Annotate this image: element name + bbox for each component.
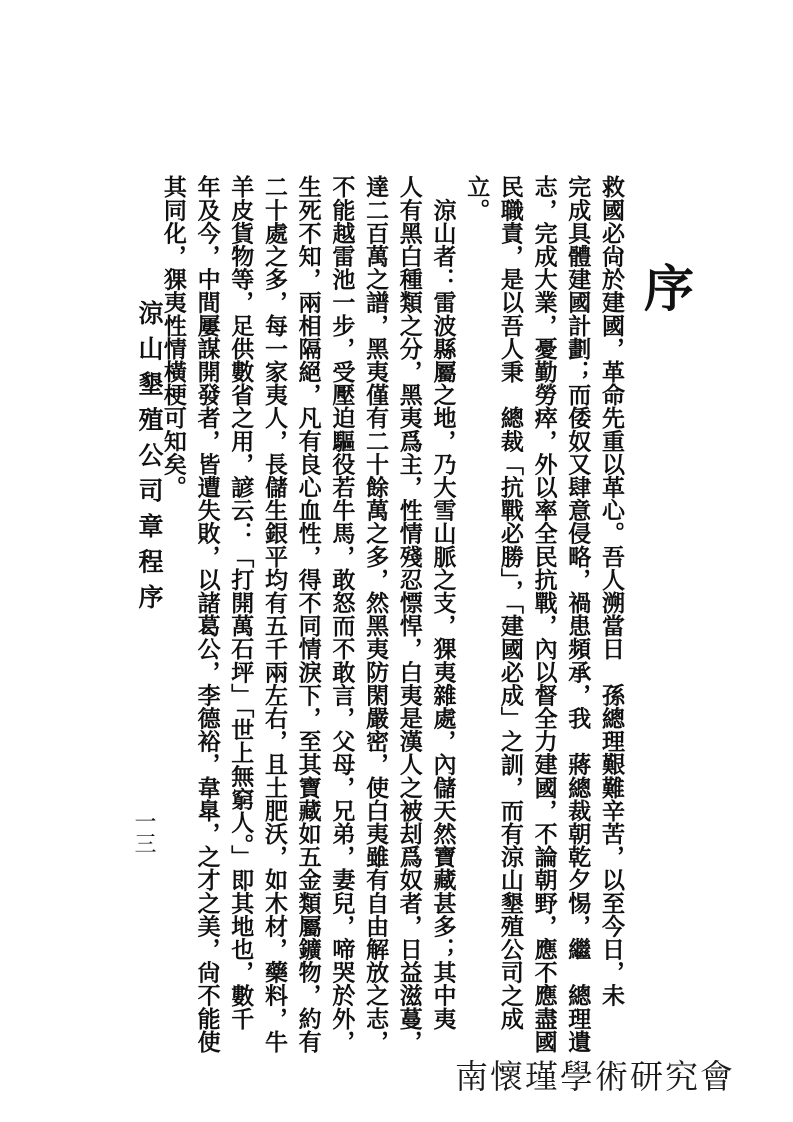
running-title: 涼山墾殖公司章程序	[135, 300, 164, 620]
text-column-9: 不能越雷池一步，受壓迫驅役若牛馬，敢怒而不敢言，父母，兄弟，妻兒，啼哭於外，	[328, 175, 356, 1053]
text-column-1: 救國必尙於建國，革命先重以革心。吾人溯當日 孫總理艱難辛苦，以至今日，未	[598, 175, 625, 1007]
text-column-12: 羊皮貨物等，足供數省之用，諺云：「打開萬石坪」「世上無窮人。」即其地也，數千	[227, 175, 255, 1030]
text-column-5: 立。	[463, 175, 491, 222]
text-column-8: 達二百萬之譜，黑夷僅有二十餘萬之多，然黑夷防閑嚴密，使白夷雖有自由解放之志，	[362, 175, 390, 1053]
page-title: 序	[636, 262, 695, 312]
text-column-10: 生死不知，兩相隔絕，凡有良心血性，得不同情淚下，至其寶藏如五金類屬鑛物，約有	[294, 175, 322, 1053]
page-number: 一三	[131, 810, 156, 854]
text-column-2: 完成具體建國計劃；而倭奴又肆意侵略，禍患頻承，我 蔣總裁朝乾夕惕，繼 總理遺	[564, 175, 592, 1053]
institute-seal: 南懷瑾學術研究會	[455, 1057, 735, 1096]
preface-body	[159, 175, 628, 1053]
text-column-4: 民職責，是以吾人秉 總裁「抗戰必勝」，「建國必成」之訓，而有涼山墾殖公司之成	[496, 175, 524, 1030]
text-column-3: 志，完成大業，憂勤勞瘁，外以率全民抗戰，內以督全力建國，不論朝野，應不應盡國	[530, 175, 558, 1053]
text-column-14: 其同化，猓夷性情橫梗可知矣。	[159, 175, 187, 499]
text-column-6: 涼山者：雷波縣屬之地，乃大雪山脈之支，猓夷雜處，內儲天然寶藏甚多；其中夷	[429, 175, 457, 1030]
text-column-7: 人有黑白種類之分，黑夷爲主，性情殘忍慓悍，白夷是漢人之被刦爲奴者，日益滋蔓，	[395, 175, 423, 1053]
text-column-13: 年及今，中間屢謀開發者，皆遭失敗，以諸葛公，李德裕，韋臯，之才之美，尙不能使	[193, 175, 221, 1053]
text-column-11: 二十處之多，每一家夷人，長儲生銀平均有五千兩左右，且土肥沃，如木材，藥料，牛	[260, 175, 288, 1053]
